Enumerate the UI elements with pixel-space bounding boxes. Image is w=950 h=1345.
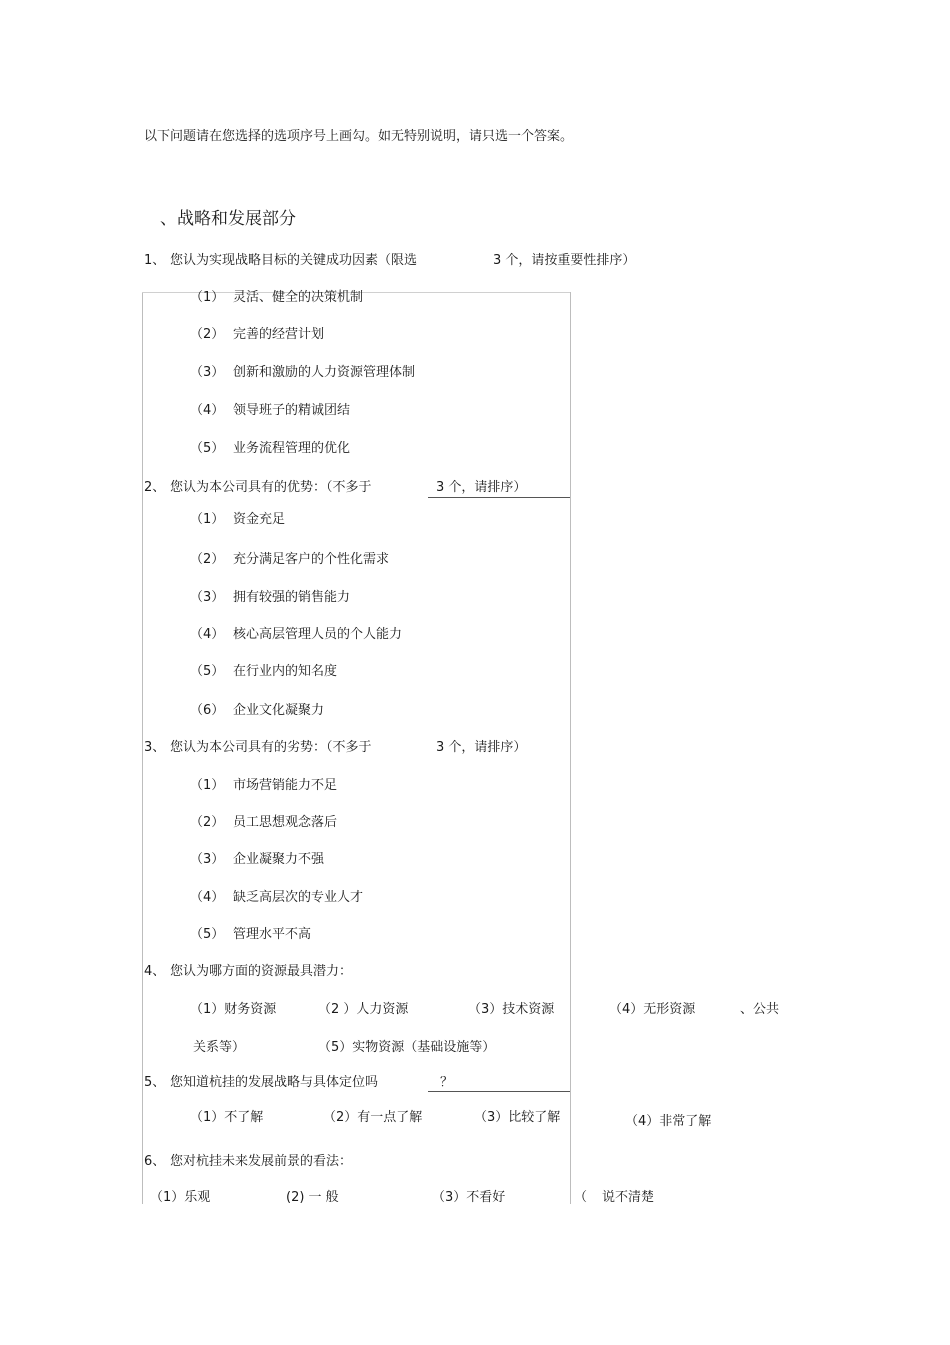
option-label: 企业文化凝聚力 [233, 703, 325, 718]
right-border-line [570, 292, 571, 1204]
q4-option-5[interactable]: （5）实物资源（基础设施等） [318, 1040, 496, 1055]
option-label: 市场营销能力不足 [233, 778, 338, 793]
q3-suffix: 3 个，请排序） [436, 740, 527, 755]
q4-number: 4、 [144, 964, 166, 979]
q5-option-3[interactable]: （3）比较了解 [474, 1110, 561, 1125]
option-label: 灵活、健全的决策机制 [233, 290, 364, 305]
option-label: 资金充足 [233, 512, 286, 527]
q2-number: 2、 [144, 480, 166, 495]
option-number: （4） [190, 627, 225, 642]
left-border-line [142, 292, 143, 1204]
option-number: （4） [190, 403, 225, 418]
option-label: 完善的经营计划 [233, 327, 325, 342]
option-number: （2） [190, 815, 225, 830]
q4-option-1[interactable]: （1）财务资源 [190, 1002, 277, 1017]
q4-option-3[interactable]: （3）技术资源 [468, 1002, 555, 1017]
q3-text: 您认为本公司具有的劣势：（不多于 [170, 740, 372, 755]
q5-option-1[interactable]: （1）不了解 [190, 1110, 264, 1125]
option-label: 员工思想观念落后 [233, 815, 338, 830]
option-label: 业务流程管理的优化 [233, 441, 351, 456]
q6-number: 6、 [144, 1154, 166, 1169]
option-number: （1） [190, 512, 225, 527]
q2-suffix: 3 个，请排序） [436, 480, 527, 495]
q5-option-2[interactable]: （2）有一点了解 [323, 1110, 423, 1125]
q3-number: 3、 [144, 740, 166, 755]
option-number: （1） [190, 290, 225, 305]
q2-underline [428, 497, 570, 498]
option-label: 企业凝聚力不强 [233, 852, 325, 867]
q4-option-4-continued: 、公共 [740, 1002, 780, 1017]
q5-text: 您知道杭挂的发展战略与具体定位吗 [170, 1075, 379, 1090]
option-number: （2） [190, 327, 225, 342]
q6-text: 您对杭挂未来发展前景的看法： [170, 1154, 353, 1169]
option-number: （3） [190, 852, 225, 867]
intro-instruction: 以下问题请在您选择的选项序号上画勾。如无特别说明，请只选一个答案。 [144, 129, 574, 144]
option-number: （5） [190, 927, 225, 942]
option-label: 核心高层管理人员的个人能力 [233, 627, 403, 642]
option-number: （4） [190, 890, 225, 905]
q6-option-4[interactable]: 说不清楚 [602, 1190, 655, 1205]
q1-number: 1、 [144, 253, 166, 268]
option-label: 充分满足客户的个性化需求 [233, 552, 390, 567]
q5-number: 5、 [144, 1075, 166, 1090]
q2-text: 您认为本公司具有的优势：（不多于 [170, 480, 372, 495]
q6-option-3[interactable]: （3）不看好 [432, 1190, 506, 1205]
q4-text: 您认为哪方面的资源最具潜力： [170, 964, 353, 979]
option-number: （5） [190, 664, 225, 679]
option-number: （1） [190, 778, 225, 793]
option-number: （2） [190, 552, 225, 567]
option-number: （5） [190, 441, 225, 456]
option-label: 缺乏高层次的专业人才 [233, 890, 364, 905]
option-label: 拥有较强的销售能力 [233, 590, 351, 605]
q6-option-4-paren: （ [574, 1190, 588, 1205]
q6-option-1[interactable]: （1）乐观 [150, 1190, 211, 1205]
q4-option-4-continued-2: 关系等） [193, 1040, 246, 1055]
option-label: 在行业内的知名度 [233, 664, 338, 679]
option-label: 管理水平不高 [233, 927, 312, 942]
option-number: （3） [190, 590, 225, 605]
option-label: 创新和激励的人力资源管理体制 [233, 365, 416, 380]
q5-suffix: ？ [440, 1075, 454, 1090]
q1-text: 您认为实现战略目标的关键成功因素（限选 [170, 253, 418, 268]
option-label: 领导班子的精诚团结 [233, 403, 351, 418]
option-number: （3） [190, 365, 225, 380]
option-number: （6） [190, 703, 225, 718]
section-title: 、战略和发展部分 [160, 209, 296, 229]
q5-underline [428, 1091, 570, 1092]
q1-suffix: 3 个，请按重要性排序） [493, 253, 636, 268]
q4-option-4[interactable]: （4）无形资源 [609, 1002, 696, 1017]
q6-option-2[interactable]: (2) 一 般 [286, 1190, 339, 1205]
q5-option-4[interactable]: （4）非常了解 [625, 1114, 712, 1129]
q4-option-2[interactable]: （2 ）人力资源 [318, 1002, 409, 1017]
